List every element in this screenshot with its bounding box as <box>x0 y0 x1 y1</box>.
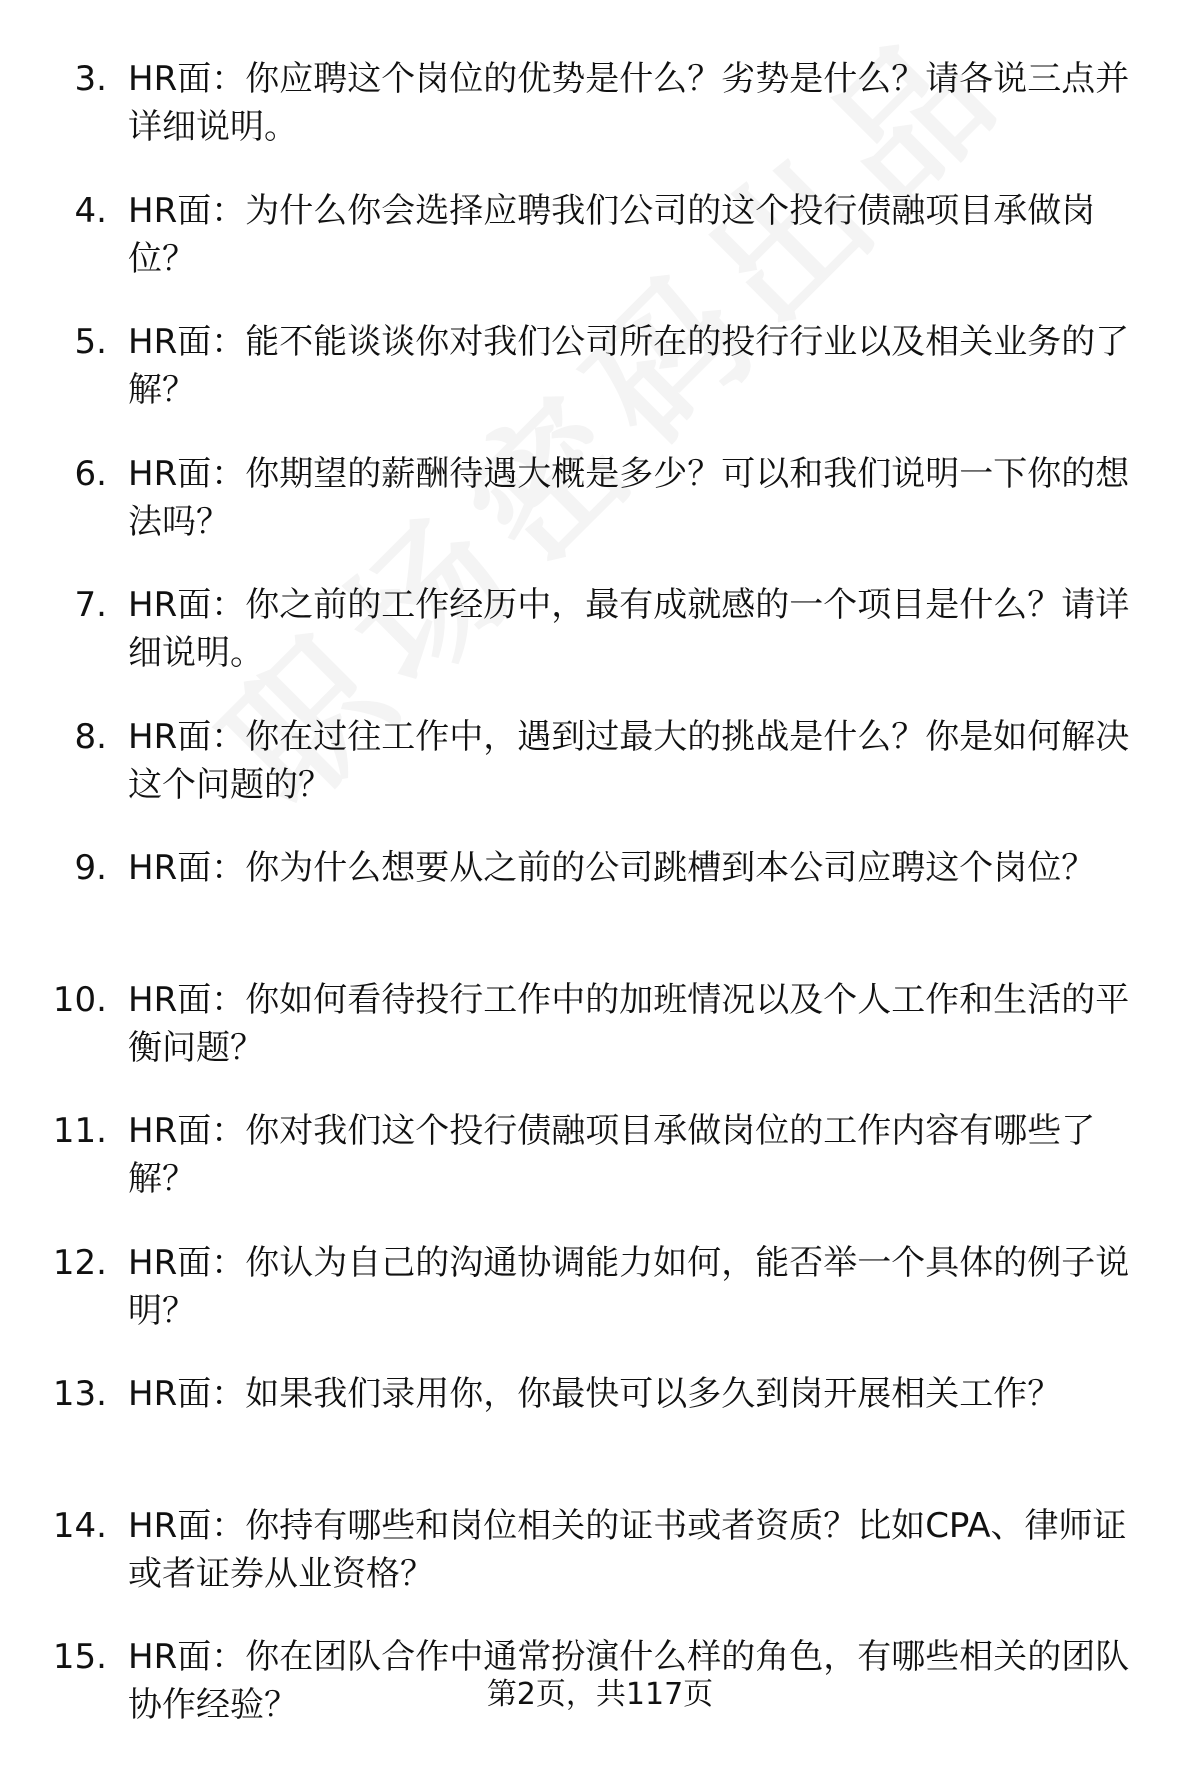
list-item <box>0 844 1200 976</box>
list-item <box>0 1502 1200 1634</box>
question-number: 8. <box>74 716 107 757</box>
question-text: HR面：你认为自己的沟通协调能力如何，能否举一个具体的例子说明？ <box>128 1242 1130 1331</box>
list-item <box>0 1239 1200 1371</box>
page-footer: 第2页，共117页 <box>486 1677 714 1712</box>
list-item <box>0 318 1200 450</box>
question-text: HR面：你在团队合作中通常扮演什么样的角色，有哪些相关的团队协作经验？ <box>128 1637 1130 1725</box>
question-list <box>0 55 1200 1765</box>
list-item <box>0 976 1200 1108</box>
question-text: HR面：你之前的工作经历中，最有成就感的一个项目是什么？请详细说明。 <box>128 585 1130 673</box>
question-number: 13. <box>52 1374 107 1414</box>
question-text: HR面：你期望的薪酬待遇大概是多少？可以和我们说明一下你的想法吗？ <box>128 453 1130 542</box>
question-number: 14. <box>52 1505 107 1546</box>
question-number: 6. <box>74 453 107 494</box>
question-text: HR面：如果我们录用你，你最快可以多久到岗开展相关工作？ <box>128 1374 1062 1414</box>
question-number: 3. <box>74 59 107 99</box>
question-text: HR面：你对我们这个投行债融项目承做岗位的工作内容有哪些了解？ <box>128 1111 1096 1199</box>
question-number: 7. <box>74 585 107 625</box>
question-number: 11. <box>52 1111 107 1151</box>
list-item <box>0 581 1200 713</box>
question-text: HR面：你为什么想要从之前的公司跳槽到本公司应聘这个岗位？ <box>128 848 1096 888</box>
question-text: HR面：为什么你会选择应聘我们公司的这个投行债融项目承做岗位？ <box>128 190 1096 279</box>
question-number: 12. <box>52 1242 107 1283</box>
question-text: HR面：你应聘这个岗位的优势是什么？劣势是什么？请各说三点并详细说明。 <box>128 59 1130 147</box>
question-number: 15. <box>52 1637 107 1677</box>
list-item <box>0 1107 1200 1239</box>
question-text: HR面：能不能谈谈你对我们公司所在的投行行业以及相关业务的了解？ <box>128 322 1130 410</box>
question-number: 4. <box>74 190 107 231</box>
question-text: HR面：你如何看待投行工作中的加班情况以及个人工作和生活的平衡问题？ <box>128 979 1130 1068</box>
list-item <box>0 1370 1200 1502</box>
list-item <box>0 187 1200 319</box>
list-item <box>0 450 1200 582</box>
question-text: HR面：你在过往工作中，遇到过最大的挑战是什么？你是如何解决这个问题的？ <box>128 716 1130 805</box>
question-number: 10. <box>52 979 107 1020</box>
question-text: HR面：你持有哪些和岗位相关的证书或者资质？比如CPA、律师证或者证券从业资格？ <box>128 1505 1127 1594</box>
list-item <box>0 55 1200 187</box>
list-item <box>0 713 1200 845</box>
question-number: 9. <box>74 848 107 888</box>
question-number: 5. <box>74 322 107 362</box>
